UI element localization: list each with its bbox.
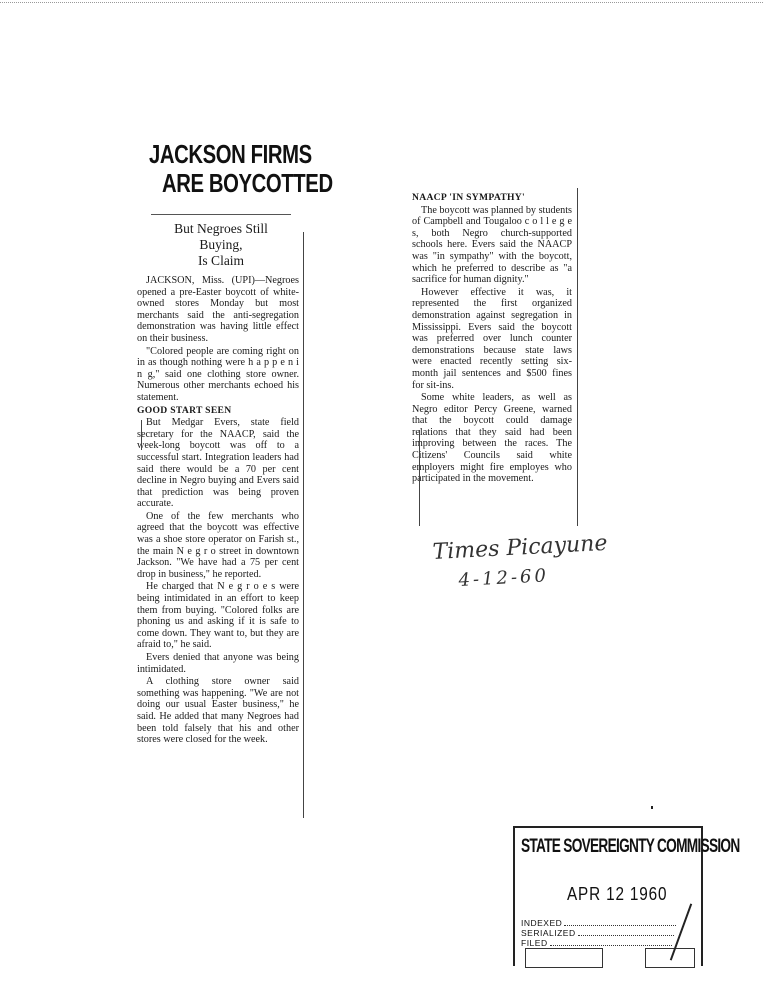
speck (651, 806, 653, 809)
article-paragraph: The boycott was planned by students of Campbell and Tougaloo c o l l e g e s, both Negro church-supported schools here. Evers said the NAACP was "in sympathy" with the boycott, which he preferred to describe as "a sacrifice for human dignity." (412, 204, 572, 286)
clipping-edge-mark (141, 420, 142, 450)
subheadline-line-2: Is Claim (197, 253, 245, 268)
handwritten-date: 4-12-60 (458, 565, 550, 591)
stamp-row-filed (521, 938, 672, 948)
article-paragraph: "Colored people are coming right on in as though nothing were h a p p e n i n g," said one clothing store owner. Numerous other merchants echoed his statement. (137, 345, 299, 403)
column-rule-right (577, 188, 578, 526)
article-paragraph: Some white leaders, as well as Negro editor Percy Greene, warned that the boycott could damage relations that they said had been improving between the races. The Citizens' Councils said white employers might fire employes who participated in the movement. (412, 392, 572, 485)
stamp-label-filed: FILED (521, 938, 548, 948)
stamp-row-serialized (521, 928, 674, 938)
stamp-title: STATE SOVEREIGNTY COMMISSION (521, 836, 740, 857)
crosshead-naacp: NAACP 'IN SYMPATHY' (412, 192, 526, 203)
subheadline (151, 214, 291, 269)
headline-line-1: JACKSON FIRMS (149, 139, 312, 169)
headline-line-2: ARE BOYCOTTED (162, 168, 333, 198)
subheadline-line-1: But Negroes Still Buying, (174, 221, 268, 252)
article-paragraph: But Medgar Evers, state field secretary for the NAACP, said the week-long boycott was off to a successful start. Integration leaders had said there would be a 70 per cent decline in Negro buying and Evers said that prediction was being proven accurate. (137, 417, 299, 510)
article-paragraph: JACKSON, Miss. (UPI)—Negroes opened a pre-Easter boycott of white-owned stores Monday but most merchants said the anti-segregation demonstration was having little effect on their business. (137, 275, 299, 344)
article-paragraph: One of the few merchants who agreed that the boycott was effective was a shoe store operator on Farish st., the main N e g r o street in downtown Jackson. "We have had a 75 per cent drop in business," he reported. (137, 510, 299, 580)
clipping-edge-mark-right (419, 430, 420, 526)
stamp-label-indexed: INDEXED (521, 918, 563, 928)
top-dotted-edge (0, 2, 763, 3)
article-column-left (137, 139, 333, 747)
article-paragraph: A clothing store owner said something was happening. "We are not doing our usual Easter business," he said. He added that many Negroes had been told falsely that his and other stores were closed for the week. (137, 676, 299, 746)
stamp-box-left (525, 948, 603, 968)
article-paragraph: He charged that N e g r o e s were being intimidated in an effort to keep them from buying. "Colored folks are phoning us and asking if it is safe to come down. They want to, but they are afraid to," he said. (137, 581, 299, 651)
article-paragraph: Evers denied that anyone was being intimidated. (137, 652, 299, 675)
stamp-label-serialized: SERIALIZED (521, 928, 576, 938)
article-paragraph: However effective it was, it represented the first organized demonstration against segregation in Mississippi. Evers said the boycott was preferred over lunch counter demonstrations because state laws were enacted recently setting six-month jail sentences and $500 fines for sit-ins. (412, 286, 572, 391)
column-rule-left (303, 232, 304, 818)
stamp-row-indexed (521, 918, 676, 928)
handwritten-source: Times Picayune (432, 530, 609, 565)
crosshead-good-start: GOOD START SEEN (137, 404, 232, 416)
stamp-date: APR 12 1960 (567, 884, 668, 904)
article-column-right (412, 192, 572, 486)
